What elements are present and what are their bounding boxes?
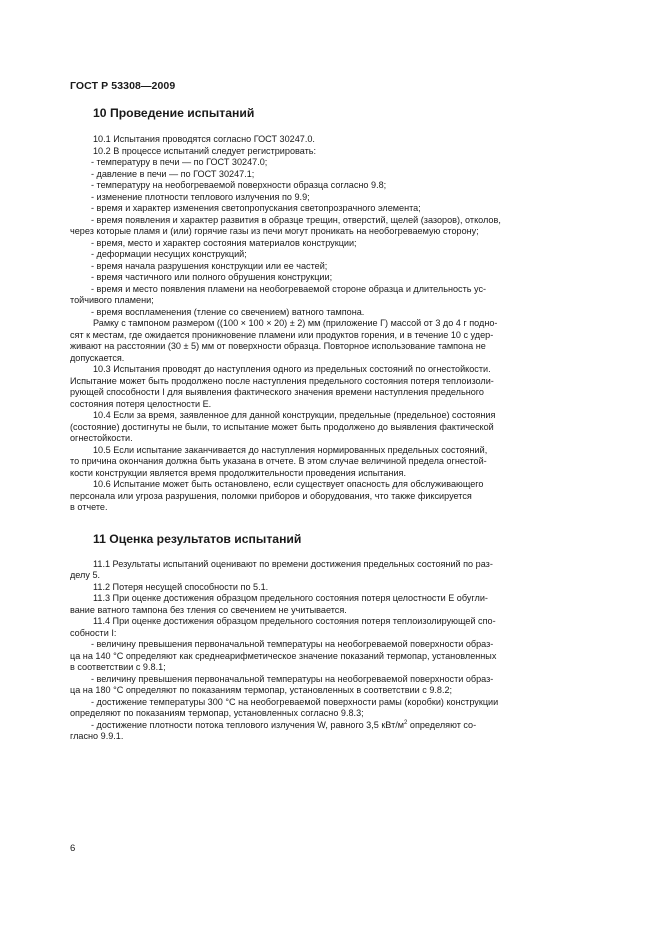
text-line: огнестойкости. bbox=[70, 433, 133, 443]
text-line: в соответствии с 9.8.1; bbox=[70, 662, 166, 672]
paragraph: 10.6 Испытание может быть остановлено, если существует опасность для обслуживающего bbox=[93, 479, 484, 489]
text-line: рующей способности I для выявления фактического значения времени наступления предельного bbox=[70, 387, 484, 397]
list-item: - время появления и характер развития в образце трещин, отверстий, щелей (зазоров), отколов, bbox=[91, 214, 501, 225]
paragraph: 10.2 В процессе испытаний следует регистрировать: bbox=[93, 145, 317, 156]
list-item: - время начала разрушения конструкции или ее частей; bbox=[91, 260, 328, 271]
text-line: через которые пламя и (или) горячие газы из печи могут проникать на необогреваемую сторону; bbox=[70, 226, 479, 236]
text-line: собности I: bbox=[70, 627, 117, 638]
text-line: делу 5. bbox=[70, 570, 101, 580]
page-number: 6 bbox=[70, 843, 76, 854]
list-item: - величину превышения первоначальной температуры на необогреваемой поверхности образ- bbox=[91, 639, 494, 649]
text-line: допускается. bbox=[70, 352, 125, 363]
paragraph: 11.3 При оценке достижения образцом предельного состояния потеря целостности Е обугли- bbox=[93, 593, 488, 603]
text-line: определяют по показаниям термопар, установленных согласно 9.8.3; bbox=[70, 708, 364, 718]
section-10-title: 10 Проведение испытаний bbox=[93, 106, 255, 120]
text-line: тойчивого пламени; bbox=[70, 295, 154, 305]
paragraph: 10.1 Испытания проводятся согласно ГОСТ 30247.0. bbox=[93, 134, 315, 144]
text-line: персонала или угроза разрушения, поломки приборов и оборудования, что также фиксируется bbox=[70, 490, 472, 501]
section-11-title: 11 Оценка результатов испытаний bbox=[93, 531, 302, 546]
list-item: - температуру на необогреваемой поверхности образца согласно 9.8; bbox=[91, 180, 387, 190]
paragraph: 11.4 При оценке достижения образцом предельного состояния потеря теплоизолирующей спо- bbox=[93, 616, 496, 626]
list-item bbox=[91, 720, 568, 732]
list-item: - температуру в печи — по ГОСТ 30247.0; bbox=[91, 157, 268, 167]
text-line: Испытание может быть продолжено после наступления предельного состояния потеря теплоизоли- bbox=[70, 375, 494, 386]
paragraph: 11.1 Результаты испытаний оценивают по времени достижения предельных состояний по раз- bbox=[93, 558, 493, 569]
paragraph: 10.5 Если испытание заканчивается до наступления нормированных предельных состояний, bbox=[93, 444, 488, 455]
text-line: в отчете. bbox=[70, 502, 108, 512]
document-header: ГОСТ Р 53308—2009 bbox=[70, 80, 176, 92]
list-item: - изменение плотности теплового излучения по 9.9; bbox=[91, 191, 310, 202]
text-line: ца на 140 °С определяют как среднеарифметическое значение показаний термопар, установленных bbox=[70, 650, 497, 661]
list-item: - достижение температуры 300 °С на необогреваемой поверхности рамы (коробки) конструкции bbox=[91, 696, 499, 707]
list-item: - величину превышения первоначальной температуры на необогреваемой поверхности образ- bbox=[91, 673, 494, 684]
text-line: гласно 9.9.1. bbox=[70, 731, 124, 741]
text-line: живают на расстоянии (30 ± 5) мм от поверхности образца. Повторное использование тампона не bbox=[70, 341, 486, 351]
list-item: - давление в печи — по ГОСТ 30247.1; bbox=[91, 168, 255, 179]
text-line: состояния потеря целостности Е. bbox=[70, 398, 212, 409]
list-item: - время, место и характер состояния материалов конструкции; bbox=[91, 237, 357, 248]
section-10-body bbox=[70, 134, 568, 514]
text-line: сят к местам, где ожидается проникновение пламени или продуктов горения, и в течение 10 с удер- bbox=[70, 329, 494, 340]
list-item: - время воспламенения (тление со свечением) ватного тампона. bbox=[91, 306, 365, 317]
section-11-body bbox=[70, 558, 568, 743]
text-line: ца на 180 °С определяют по показаниям термопар, установленных в соответствии с 9.8.2; bbox=[70, 685, 453, 695]
paragraph: 11.2 Потеря несущей способности по 5.1. bbox=[93, 581, 269, 592]
text-run: - достижение плотности потока теплового излучения W, равного 3,5 кВт/м bbox=[91, 719, 405, 730]
list-item: - время частичного или полного обрушения конструкции; bbox=[91, 272, 333, 282]
list-item: - деформации несущих конструкций; bbox=[91, 249, 247, 259]
text-line: кости конструкции является время продолжительности проведения испытания. bbox=[70, 467, 406, 478]
text-line: вание ватного тампона без тления со свечением не учитывается. bbox=[70, 604, 347, 615]
text-run: определяют со- bbox=[407, 719, 477, 730]
superscript: 2 bbox=[404, 719, 408, 726]
list-item: - время и характер изменения светопропускания светопрозрачного элемента; bbox=[91, 203, 421, 213]
page-content bbox=[70, 106, 568, 743]
paragraph: 10.4 Если за время, заявленное для данной конструкции, предельные (предельное) состояния bbox=[93, 410, 496, 420]
text-line: то причина окончания должна быть указана в отчете. В этом случае величиной предела огнестой- bbox=[70, 456, 487, 466]
paragraph: 10.3 Испытания проводят до наступления одного из предельных состояний по огнестойкости. bbox=[93, 364, 491, 374]
list-item: - время и место появления пламени на необогреваемой стороне образца и длительность ус- bbox=[91, 283, 487, 294]
text-line: (состояние) достигнуты не были, то испытание может быть продолжено до выявления фактической bbox=[70, 421, 494, 432]
paragraph: Рамку с тампоном размером ((100 × 100 × 20) ± 2) мм (приложение Г) массой от 3 до 4 г подно- bbox=[93, 318, 498, 328]
